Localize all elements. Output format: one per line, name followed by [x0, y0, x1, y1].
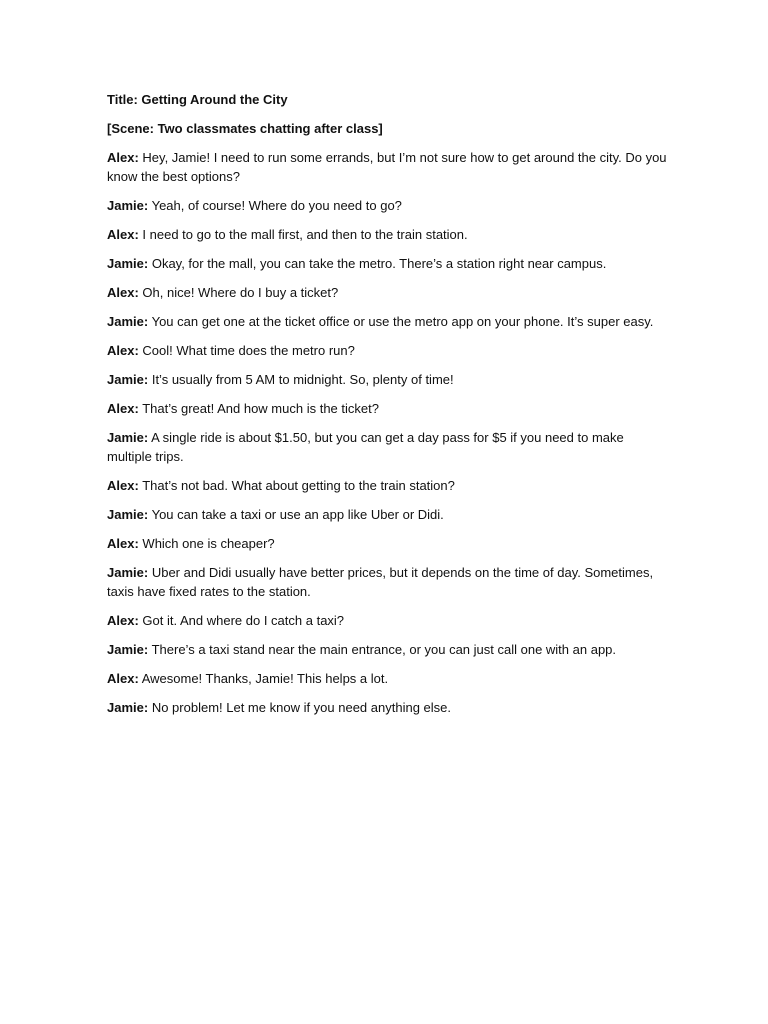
dialogue-text: Which one is cheaper? — [142, 536, 275, 551]
speaker-name: Jamie: — [107, 256, 149, 271]
dialogue-line — [107, 534, 667, 553]
speaker-name: Jamie: — [107, 198, 149, 213]
dialogue-line — [107, 611, 667, 630]
dialogue-text: It’s usually from 5 AM to midnight. So, plenty of time! — [151, 372, 454, 387]
scene-description: [Scene: Two classmates chatting after class] — [107, 121, 383, 136]
dialogue-line — [107, 254, 667, 273]
dialogue-line — [107, 505, 667, 524]
dialogue-line — [107, 312, 667, 331]
speaker-name: Jamie: — [107, 507, 149, 522]
dialogue-line — [107, 370, 667, 389]
dialogue-line — [107, 698, 667, 717]
speaker-name: Alex: — [107, 401, 139, 416]
dialogue-line — [107, 283, 667, 302]
dialogue-line — [107, 399, 667, 418]
dialogue-text: Oh, nice! Where do I buy a ticket? — [142, 285, 339, 300]
dialogue-text: Got it. And where do I catch a taxi? — [142, 613, 345, 628]
speaker-name: Alex: — [107, 150, 139, 165]
speaker-name: Alex: — [107, 613, 139, 628]
speaker-name: Alex: — [107, 227, 139, 242]
speaker-name: Alex: — [107, 343, 139, 358]
dialogue-text: That’s great! And how much is the ticket? — [142, 401, 379, 416]
speaker-name: Jamie: — [107, 642, 149, 657]
speaker-name: Alex: — [107, 536, 139, 551]
dialogue-line — [107, 669, 667, 688]
dialogue-text: A single ride is about $1.50, but you can get a day pass for $5 if you need to make multiple trips. — [107, 430, 624, 464]
speaker-name: Alex: — [107, 671, 139, 686]
dialogue-text: Cool! What time does the metro run? — [142, 343, 355, 358]
dialogue-line — [107, 196, 667, 215]
dialogue-list — [107, 148, 667, 717]
dialogue-line — [107, 640, 667, 659]
dialogue-text: There’s a taxi stand near the main entrance, or you can just call one with an app. — [151, 642, 617, 657]
dialogue-text: Yeah, of course! Where do you need to go? — [151, 198, 402, 213]
speaker-name: Alex: — [107, 285, 139, 300]
dialogue-text: Hey, Jamie! I need to run some errands, but I’m not sure how to get around the city. Do you know the best options? — [107, 150, 667, 184]
speaker-name: Jamie: — [107, 700, 149, 715]
speaker-name: Jamie: — [107, 430, 149, 445]
dialogue-text: No problem! Let me know if you need anything else. — [151, 700, 451, 715]
dialogue-line — [107, 148, 667, 186]
dialogue-text: You can get one at the ticket office or use the metro app on your phone. It’s super easy. — [151, 314, 654, 329]
speaker-name: Jamie: — [107, 372, 149, 387]
dialogue-text: Uber and Didi usually have better prices, but it depends on the time of day. Sometimes, taxis have fixed rates to the station. — [107, 565, 654, 599]
dialogue-line — [107, 341, 667, 360]
dialogue-text: I need to go to the mall first, and then to the train station. — [142, 227, 468, 242]
speaker-name: Jamie: — [107, 565, 149, 580]
dialogue-line — [107, 476, 667, 495]
dialogue-text: Okay, for the mall, you can take the metro. There’s a station right near campus. — [151, 256, 607, 271]
dialogue-text: You can take a taxi or use an app like Uber or Didi. — [151, 507, 444, 522]
speaker-name: Jamie: — [107, 314, 149, 329]
dialogue-line — [107, 225, 667, 244]
document-title: Title: Getting Around the City — [107, 92, 288, 107]
speaker-name: Alex: — [107, 478, 139, 493]
dialogue-text: Awesome! Thanks, Jamie! This helps a lot. — [141, 671, 389, 686]
document-page — [107, 90, 667, 727]
dialogue-line — [107, 428, 667, 466]
dialogue-text: That’s not bad. What about getting to the train station? — [142, 478, 455, 493]
dialogue-line — [107, 563, 667, 601]
